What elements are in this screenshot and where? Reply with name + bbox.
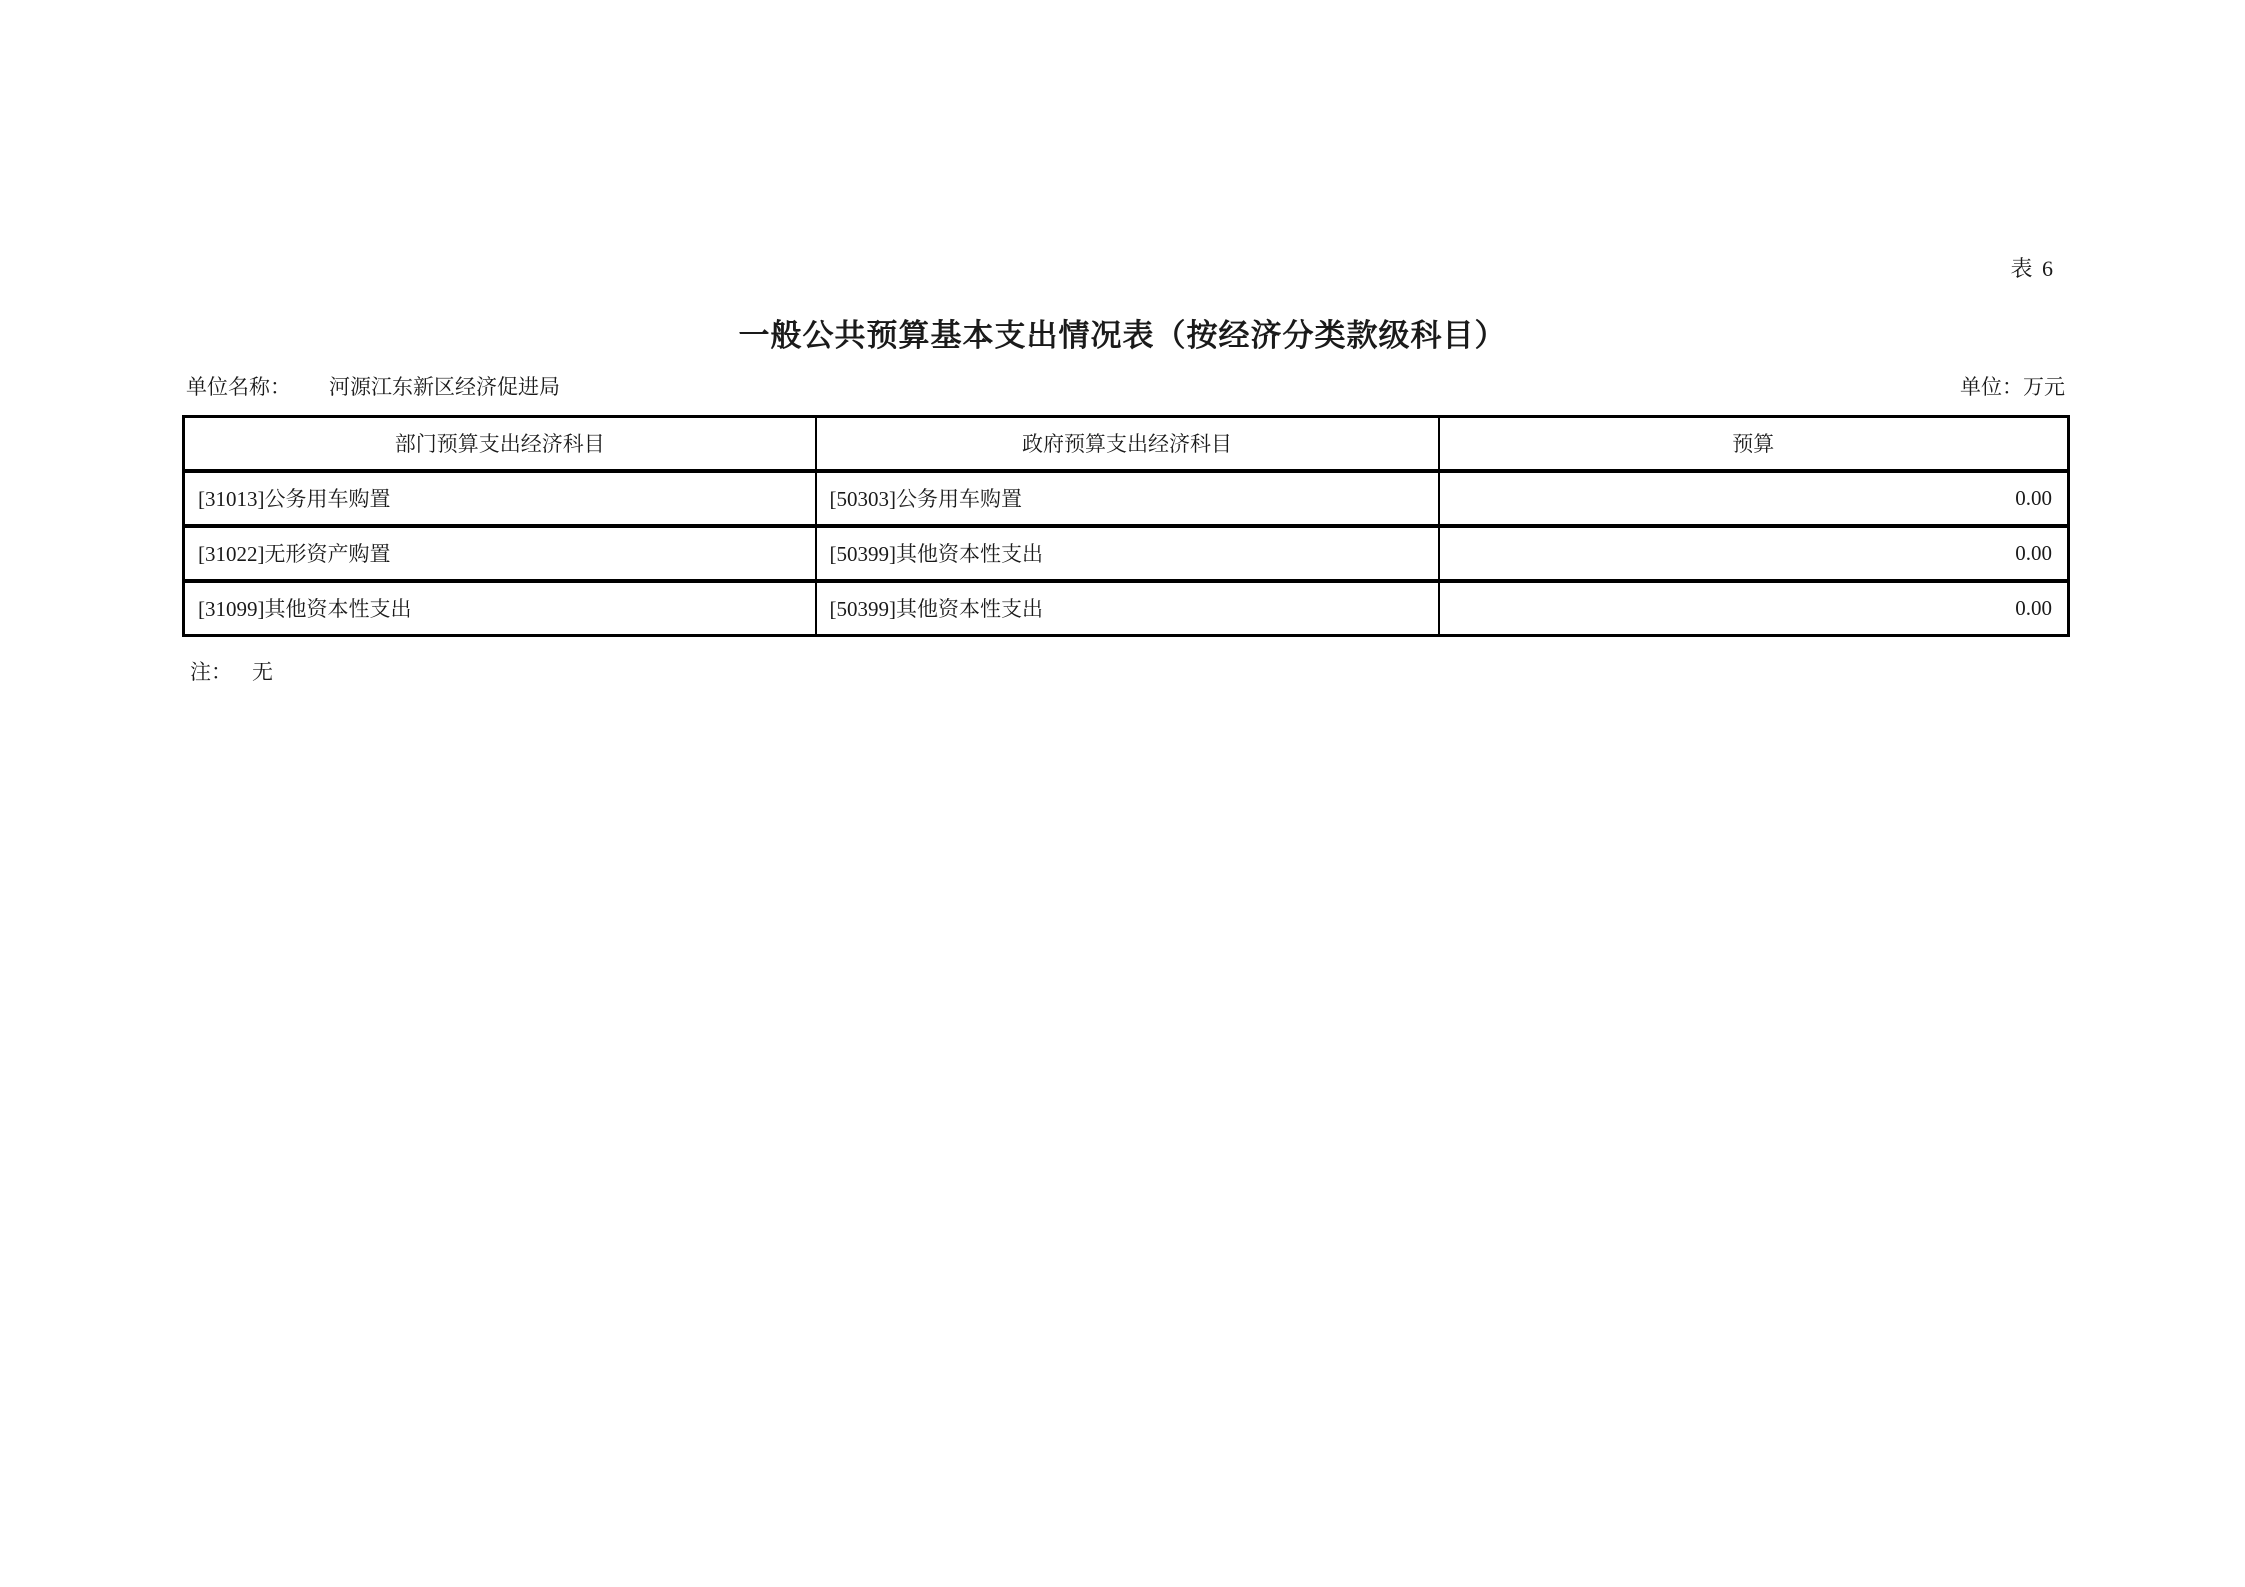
- unit-name-value: 河源江东新区经济促进局: [329, 375, 560, 399]
- header-budget: 预算: [1439, 417, 2069, 471]
- gov-subject-cell: [50399]其他资本性支出: [816, 526, 1439, 581]
- dept-subject-cell: [31022]无形资产购置: [198, 542, 391, 566]
- table-row: [184, 471, 2069, 526]
- header-dept-subject: 部门预算支出经济科目: [394, 432, 605, 457]
- budget-value-cell: 0.00: [1439, 581, 2069, 636]
- table-row: [184, 581, 2069, 636]
- unit-name-label: 单位名称：: [186, 375, 291, 399]
- budget-value-cell: 0.00: [1439, 471, 2069, 526]
- budget-table: [182, 415, 2070, 637]
- dept-subject-cell: [31099]其他资本性支出: [198, 597, 412, 622]
- corner-table-number: 表 6: [2010, 256, 2055, 281]
- table-row: [184, 526, 2069, 581]
- gov-subject-cell: [50303]公务用车购置: [816, 471, 1439, 526]
- note-label: 注：: [190, 660, 232, 684]
- budget-value-cell: 0.00: [1439, 526, 2069, 581]
- unit-name: [186, 371, 560, 401]
- header-gov-subject: 政府预算支出经济科目: [816, 417, 1439, 471]
- dept-subject-cell: [31013]公务用车购置: [198, 487, 391, 511]
- meta-row: [186, 371, 2065, 401]
- table-header-row: [184, 417, 2069, 471]
- page-title: 一般公共预算基本支出情况表（按经济分类款级科目）: [738, 318, 1507, 353]
- note: [190, 656, 273, 686]
- note-value: 无: [252, 660, 273, 684]
- currency-unit-label: 单位：万元: [1960, 375, 2065, 399]
- gov-subject-cell: [50399]其他资本性支出: [816, 581, 1439, 636]
